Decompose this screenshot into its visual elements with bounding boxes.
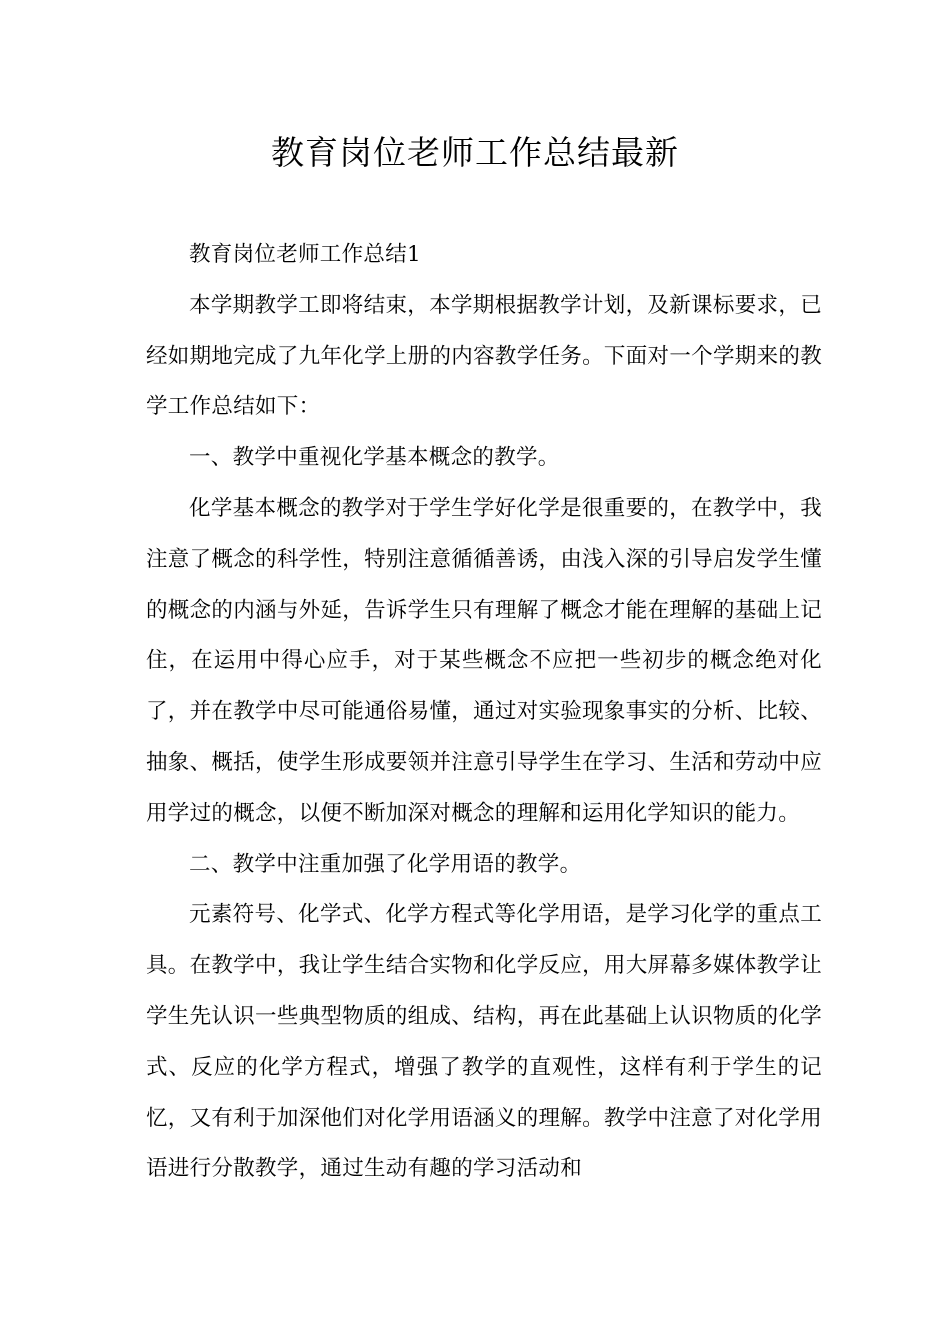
section-subtitle: 教育岗位老师工作总结1 [189,242,421,267]
paragraph-intro: 本学期教学工即将结束，本学期根据教学计划，及新课标要求，已经如期地完成了九年化学上册的内容教学任务。下面对一个学期来的教学工作总结如下： [146,292,822,420]
paragraph-chemical-terms: 元素符号、化学式、化学方程式等化学用语，是学习化学的重点工具。在教学中，我让学生结合实物和化学反应，用大屏幕多媒体教学让学生先认识一些典型物质的组成、结构，再在此基础上认识物质的化学式、反应的化学方程式，增强了教学的直观性，这样有利于学生的记忆，又有利于加深他们对化学用语涵义的理解。教学中注意了对化学用语进行分散教学，通过生动有趣的学习活动和 [146,902,822,1182]
section-heading-1: 一、教学中重视化学基本概念的教学。 [189,445,560,471]
document-body [146,230,822,1195]
section-heading-2: 二、教学中注重加强了化学用语的教学。 [189,851,582,877]
paragraph-concepts: 化学基本概念的教学对于学生学好化学是很重要的，在教学中，我注意了概念的科学性，特别注意循循善诱，由浅入深的引导启发学生懂的概念的内涵与外延，告诉学生只有理解了概念才能在理解的基础上记住，在运用中得心应手，对于某些概念不应把一些初步的概念绝对化了，并在教学中尽可能通俗易懂，通过对实验现象事实的分析、比较、抽象、概括，使学生形成要领并注意引导学生在学习、生活和劳动中应用学过的概念，以便不断加深对概念的理解和运用化学知识的能力。 [146,495,822,826]
document-title: 教育岗位老师工作总结最新 [271,133,679,172]
